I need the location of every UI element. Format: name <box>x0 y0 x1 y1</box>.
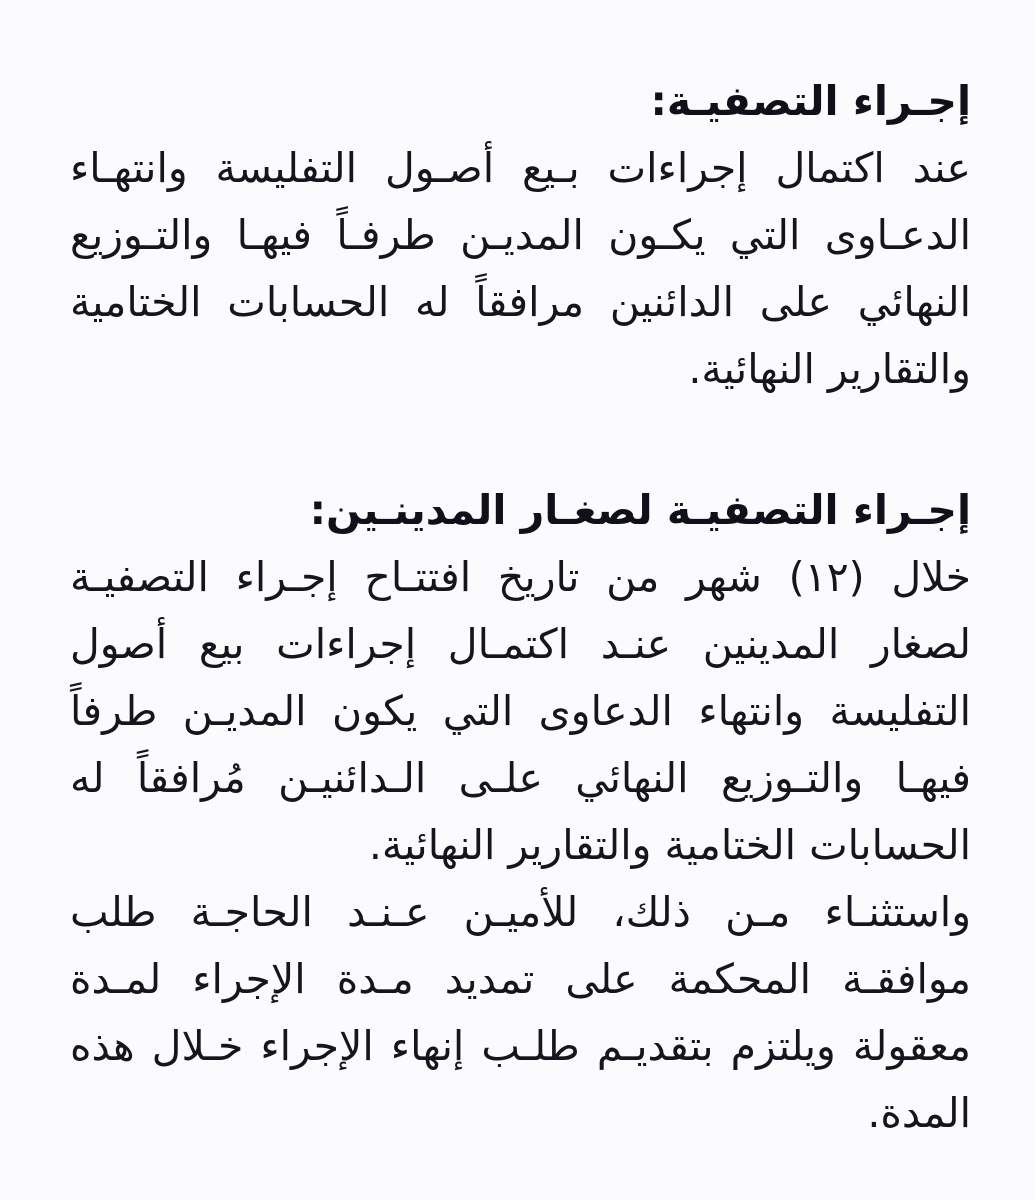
section-small-debtors-liquidation <box>70 477 971 1147</box>
section-title: إجـراء التصفيـة: <box>650 77 971 125</box>
section-paragraph: خلال (١٢) شهر من تاريخ افتتـاح إجـراء التصفيـة لصغار المدينين عنـد اكتمـال إجراءات بيع أصول التفليسة وانتهاء الدعاوى التي يكون المديـن طرفاً فيهـا والتـوزيع النهائي علـى الـدائنيـن مُرافقاً له الحسابات الختامية والتقارير النهائية. <box>70 553 971 869</box>
section-paragraph: عند اكتمال إجراءات بـيع أصـول التفليسة وانتهـاء الدعـاوى التي يكـون المديـن طرفـاً فيهـا والتـوزيع النهائي على الدائنين مرافقاً له الحسابات الختامية والتقارير النهائية. <box>70 144 971 393</box>
section-paragraph-exception: واستثنـاء مـن ذلك، للأميـن عـنـد الحاجـة طلب موافقـة المحكمة على تمديد مـدة الإجراء لمـدة معقولة ويلتزم بتقديـم طلـب إنهاء الإجراء خـلال هذه المدة. <box>70 888 971 1137</box>
section-liquidation-procedure <box>70 68 971 403</box>
section-title: إجـراء التصفيـة لصغـار المدينـين: <box>309 486 971 534</box>
